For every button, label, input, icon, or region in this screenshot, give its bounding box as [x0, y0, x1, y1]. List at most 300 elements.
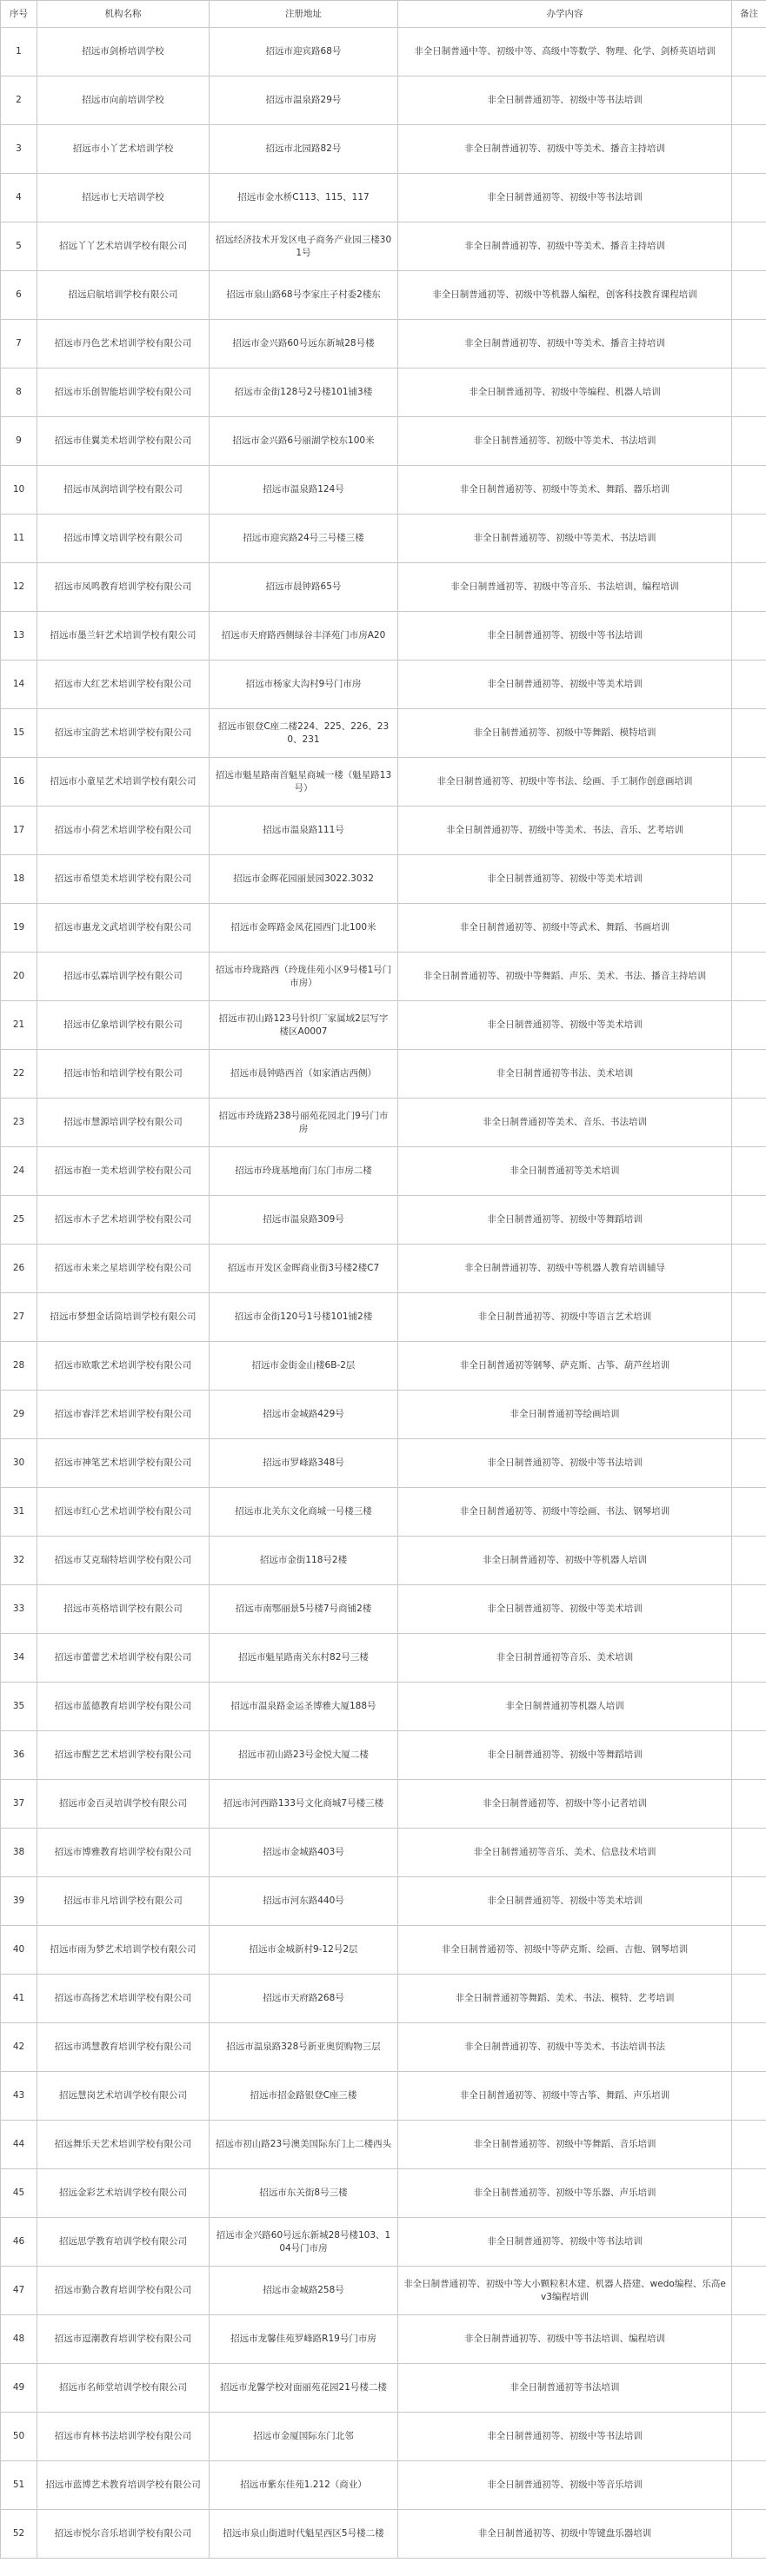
table-row: [1, 76, 766, 125]
cell-name: 招远市鸿慧教育培训学校有限公司: [37, 2023, 210, 2072]
cell-name: 招远市金百灵培训学校有限公司: [37, 1780, 210, 1829]
cell-seq: 19: [1, 904, 37, 953]
cell-seq: 34: [1, 1634, 37, 1683]
cell-seq: 18: [1, 855, 37, 904]
cell-seq: 45: [1, 2169, 37, 2218]
cell-address: 招远市紫东佳苑1.212（商业）: [210, 2461, 398, 2510]
cell-seq: 50: [1, 2413, 37, 2461]
table-row: [1, 2023, 766, 2072]
cell-name: 招远思学教育培训学校有限公司: [37, 2218, 210, 2267]
cell-name: 招远市小童星艺术培训学校有限公司: [37, 758, 210, 807]
table-row: [1, 1731, 766, 1780]
cell-content: 非全日制普通初等美术培训: [398, 1147, 732, 1196]
cell-name: 招远市小荷艺术培训学校有限公司: [37, 807, 210, 855]
cell-address: 招远市金兴路60号远东新城28号楼: [210, 320, 398, 368]
cell-seq: 31: [1, 1488, 37, 1537]
cell-note: [732, 1342, 766, 1391]
table-row: [1, 466, 766, 515]
table-row: [1, 1439, 766, 1488]
cell-note: [732, 2023, 766, 2072]
cell-seq: 37: [1, 1780, 37, 1829]
table-row: [1, 515, 766, 563]
cell-address: 招远市天府路西侧绿谷丰泽苑门市房A20: [210, 612, 398, 661]
cell-content: 非全日制普通初等音乐、美术、信息技术培训: [398, 1829, 732, 1877]
cell-note: [732, 1196, 766, 1245]
cell-address: 招远市温泉路309号: [210, 1196, 398, 1245]
cell-content: 非全日制普通初等机器人培训: [398, 1683, 732, 1731]
cell-content: 非全日制普通初等、初级中等美术、舞蹈、器乐培训: [398, 466, 732, 515]
cell-content: 非全日制普通初等、初级中等美术培训: [398, 1585, 732, 1634]
cell-content: 非全日制普通初等、初级中等舞蹈、音乐培训: [398, 2121, 732, 2169]
cell-seq: 17: [1, 807, 37, 855]
cell-name: 招远市希望美术培训学校有限公司: [37, 855, 210, 904]
table-row: [1, 2267, 766, 2315]
cell-content: 非全日制普通初等、初级中等音乐、书法培训，编程培训: [398, 563, 732, 612]
cell-content: 非全日制普通初等美术、音乐、书法培训: [398, 1099, 732, 1147]
cell-seq: 11: [1, 515, 37, 563]
cell-seq: 48: [1, 2315, 37, 2364]
cell-content: 非全日制普通初等、初级中等美术培训: [398, 1877, 732, 1926]
cell-seq: 39: [1, 1877, 37, 1926]
header-name: 机构名称: [37, 1, 210, 28]
cell-note: [732, 1585, 766, 1634]
table-row: [1, 758, 766, 807]
table-row: [1, 2413, 766, 2461]
cell-address: 招远市魁星路南首魁星商城一楼（魁星路13号）: [210, 758, 398, 807]
table-row: [1, 1001, 766, 1050]
table-row: [1, 1342, 766, 1391]
cell-note: [732, 466, 766, 515]
cell-address: 招远市温泉路金运圣博雅大厦188号: [210, 1683, 398, 1731]
cell-name: 招远市大红艺术培训学校有限公司: [37, 661, 210, 709]
cell-content: 非全日制普通初等、初级中等机器人教育培训辅导: [398, 1245, 732, 1293]
cell-name: 招远丫丫艺术培训学校有限公司: [37, 222, 210, 271]
cell-address: 招远市金晖花园丽景园3022.3032: [210, 855, 398, 904]
cell-content: 非全日制普通初等、初级中等机器人培训: [398, 1537, 732, 1585]
cell-note: [732, 1439, 766, 1488]
cell-note: [732, 76, 766, 125]
cell-address: 招远市招金路银登C座三楼: [210, 2072, 398, 2121]
cell-note: [732, 2072, 766, 2121]
cell-content: 非全日制普通初等、初级中等舞蹈、模特培训: [398, 709, 732, 758]
cell-content: 非全日制普通初等、初级中等机器人编程，创客科技教育课程培训: [398, 271, 732, 320]
cell-seq: 38: [1, 1829, 37, 1877]
table-body: [1, 28, 766, 2559]
cell-address: 招远市金街118号2楼: [210, 1537, 398, 1585]
cell-note: [732, 1245, 766, 1293]
cell-seq: 27: [1, 1293, 37, 1342]
cell-name: 招远市惠龙文武培训学校有限公司: [37, 904, 210, 953]
cell-content: 非全日制普通初等、初级中等舞蹈培训: [398, 1731, 732, 1780]
table-row: [1, 271, 766, 320]
cell-name: 招远市木子艺术培训学校有限公司: [37, 1196, 210, 1245]
cell-address: 招远市银登C座二楼224、225、226、230、231: [210, 709, 398, 758]
cell-note: [732, 1147, 766, 1196]
table-row: [1, 563, 766, 612]
cell-name: 招远慧岗艺术培训学校有限公司: [37, 2072, 210, 2121]
cell-seq: 7: [1, 320, 37, 368]
cell-note: [732, 2169, 766, 2218]
cell-name: 招远市博雅教育培训学校有限公司: [37, 1829, 210, 1877]
cell-note: [732, 125, 766, 174]
cell-content: 非全日制普通初等书法培训: [398, 2364, 732, 2413]
cell-content: 非全日制普通中等、初级中等、高级中等数学、物理、化学、剑桥英语培训: [398, 28, 732, 76]
header-address: 注册地址: [210, 1, 398, 28]
cell-address: 招远市北关东文化商城一号楼三楼: [210, 1488, 398, 1537]
table-row: [1, 1537, 766, 1585]
cell-note: [732, 1050, 766, 1099]
cell-seq: 35: [1, 1683, 37, 1731]
cell-address: 招远市金厦国际东门北邻: [210, 2413, 398, 2461]
cell-name: 招远市佳翼美术培训学校有限公司: [37, 417, 210, 466]
cell-name: 招远市逗潮教育培训学校有限公司: [37, 2315, 210, 2364]
cell-seq: 22: [1, 1050, 37, 1099]
cell-address: 招远市迎宾路24号三号楼三楼: [210, 515, 398, 563]
cell-content: 非全日制普通初等、初级中等语言艺术培训: [398, 1293, 732, 1342]
cell-address: 招远市泉山路68号李家庄子村委2楼东: [210, 271, 398, 320]
cell-content: 非全日制普通初等、初级中等萨克斯、绘画、吉他、钢琴培训: [398, 1926, 732, 1975]
cell-name: 招远市宝韵艺术培训学校有限公司: [37, 709, 210, 758]
table-row: [1, 1147, 766, 1196]
cell-seq: 52: [1, 2510, 37, 2559]
cell-address: 招远市泉山街道时代魁星西区5号楼二楼: [210, 2510, 398, 2559]
table-row: [1, 953, 766, 1001]
cell-name: 招远市艾克瑞特培训学校有限公司: [37, 1537, 210, 1585]
cell-address: 招远市初山路23号澳美国际东门上二楼西头: [210, 2121, 398, 2169]
cell-content: 非全日制普通初等钢琴、萨克斯、古筝、葫芦丝培训: [398, 1342, 732, 1391]
cell-name: 招远市凤鸣教育培训学校有限公司: [37, 563, 210, 612]
cell-note: [732, 1829, 766, 1877]
table-row: [1, 28, 766, 76]
cell-name: 招远市悦尔音乐培训学校有限公司: [37, 2510, 210, 2559]
cell-seq: 28: [1, 1342, 37, 1391]
table-row: [1, 661, 766, 709]
cell-seq: 32: [1, 1537, 37, 1585]
cell-address: 招远市金水桥C113、115、117: [210, 174, 398, 222]
cell-content: 非全日制普通初等、初级中等舞蹈培训: [398, 1196, 732, 1245]
cell-seq: 5: [1, 222, 37, 271]
cell-address: 招远市北园路82号: [210, 125, 398, 174]
cell-note: [732, 1488, 766, 1537]
cell-name: 招远市亿象培训学校有限公司: [37, 1001, 210, 1050]
cell-note: [732, 2121, 766, 2169]
cell-seq: 25: [1, 1196, 37, 1245]
cell-address: 招远市魁星路南关东村82号三楼: [210, 1634, 398, 1683]
cell-note: [732, 904, 766, 953]
cell-seq: 47: [1, 2267, 37, 2315]
cell-name: 招远市向前培训学校: [37, 76, 210, 125]
cell-name: 招远市小丫艺术培训学校: [37, 125, 210, 174]
cell-note: [732, 1731, 766, 1780]
cell-name: 招远市非凡培训学校有限公司: [37, 1877, 210, 1926]
cell-name: 招远市剑桥培训学校: [37, 28, 210, 76]
cell-seq: 1: [1, 28, 37, 76]
cell-seq: 20: [1, 953, 37, 1001]
cell-name: 招远金彩艺术培训学校有限公司: [37, 2169, 210, 2218]
table-row: [1, 222, 766, 271]
cell-address: 招远市玲珑基地南门东门市房二楼: [210, 1147, 398, 1196]
cell-name: 招远市慧源培训学校有限公司: [37, 1099, 210, 1147]
table-row: [1, 1829, 766, 1877]
cell-address: 招远市天府路268号: [210, 1975, 398, 2023]
cell-note: [732, 2413, 766, 2461]
cell-note: [732, 2315, 766, 2364]
cell-seq: 43: [1, 2072, 37, 2121]
cell-seq: 26: [1, 1245, 37, 1293]
table-row: [1, 320, 766, 368]
cell-name: 招远市高扬艺术培训学校有限公司: [37, 1975, 210, 2023]
cell-address: 招远市金城路429号: [210, 1391, 398, 1439]
cell-note: [732, 1975, 766, 2023]
table-row: [1, 1975, 766, 2023]
cell-seq: 51: [1, 2461, 37, 2510]
cell-seq: 29: [1, 1391, 37, 1439]
table-row: [1, 1050, 766, 1099]
cell-name: 招远市蕾蕾艺术培训学校有限公司: [37, 1634, 210, 1683]
cell-address: 招远市晨钟路西首（如家酒店西侧）: [210, 1050, 398, 1099]
cell-content: 非全日制普通初等、初级中等美术、书法培训: [398, 515, 732, 563]
cell-name: 招远市欧歌艺术培训学校有限公司: [37, 1342, 210, 1391]
cell-content: 非全日制普通初等、初级中等书法培训: [398, 612, 732, 661]
cell-name: 招远市育林书法培训学校有限公司: [37, 2413, 210, 2461]
table-row: [1, 1293, 766, 1342]
cell-note: [732, 2218, 766, 2267]
table-row: [1, 1634, 766, 1683]
cell-address: 招远市玲珑路西（玲珑佳苑小区9号楼1号门市房）: [210, 953, 398, 1001]
cell-address: 招远市龙馨学校对面丽苑花园21号楼二楼: [210, 2364, 398, 2413]
cell-note: [732, 320, 766, 368]
cell-address: 招远市罗峰路348号: [210, 1439, 398, 1488]
cell-note: [732, 709, 766, 758]
cell-name: 招远市名师堂培训学校有限公司: [37, 2364, 210, 2413]
cell-note: [732, 1634, 766, 1683]
table-row: [1, 855, 766, 904]
cell-seq: 49: [1, 2364, 37, 2413]
cell-seq: 2: [1, 76, 37, 125]
cell-seq: 44: [1, 2121, 37, 2169]
header-note: 备注: [732, 1, 766, 28]
cell-content: 非全日制普通初等、初级中等编程、机器人培训: [398, 368, 732, 417]
cell-note: [732, 2461, 766, 2510]
cell-content: 非全日制普通初等、初级中等书法培训: [398, 1439, 732, 1488]
cell-name: 招远市蓝博艺术教育培训学校有限公司: [37, 2461, 210, 2510]
cell-name: 招远启航培训学校有限公司: [37, 271, 210, 320]
cell-seq: 12: [1, 563, 37, 612]
table-row: [1, 612, 766, 661]
table-row: [1, 1245, 766, 1293]
cell-name: 招远市凤润培训学校有限公司: [37, 466, 210, 515]
cell-content: 非全日制普通初等、初级中等绘画、书法、钢琴培训: [398, 1488, 732, 1537]
cell-name: 招远市梦想金话筒培训学校有限公司: [37, 1293, 210, 1342]
cell-content: 非全日制普通初等、初级中等乐器、声乐培训: [398, 2169, 732, 2218]
cell-address: 招远市金城路258号: [210, 2267, 398, 2315]
cell-content: 非全日制普通初等、初级中等美术、播音主持培训: [398, 320, 732, 368]
cell-content: 非全日制普通初等、初级中等键盘乐器培训: [398, 2510, 732, 2559]
cell-note: [732, 855, 766, 904]
cell-address: 招远市温泉路29号: [210, 76, 398, 125]
cell-name: 招远市未来之星培训学校有限公司: [37, 1245, 210, 1293]
table-row: [1, 2072, 766, 2121]
cell-content: 非全日制普通初等、初级中等小记者培训: [398, 1780, 732, 1829]
cell-address: 招远市河西路133号文化商城7号楼三楼: [210, 1780, 398, 1829]
table-row: [1, 1780, 766, 1829]
cell-note: [732, 2267, 766, 2315]
cell-seq: 3: [1, 125, 37, 174]
table-row: [1, 368, 766, 417]
cell-name: 招远市丹色艺术培训学校有限公司: [37, 320, 210, 368]
cell-content: 非全日制普通初等、初级中等书法培训: [398, 2218, 732, 2267]
cell-name: 招远市弘霖培训学校有限公司: [37, 953, 210, 1001]
table-row: [1, 709, 766, 758]
table-row: [1, 1391, 766, 1439]
cell-note: [732, 807, 766, 855]
cell-seq: 21: [1, 1001, 37, 1050]
cell-seq: 14: [1, 661, 37, 709]
table-row: [1, 417, 766, 466]
cell-name: 招远市醒艺艺术培训学校有限公司: [37, 1731, 210, 1780]
cell-seq: 41: [1, 1975, 37, 2023]
cell-content: 非全日制普通初等、初级中等美术培训: [398, 855, 732, 904]
cell-name: 招远市雨为梦艺术培训学校有限公司: [37, 1926, 210, 1975]
table-row: [1, 2121, 766, 2169]
cell-name: 招远市抱一美术培训学校有限公司: [37, 1147, 210, 1196]
cell-note: [732, 1391, 766, 1439]
cell-seq: 9: [1, 417, 37, 466]
cell-note: [732, 1537, 766, 1585]
cell-address: 招远市南鄂丽景5号楼7号商铺2楼: [210, 1585, 398, 1634]
cell-address: 招远市金晖路金凤花园西门北100米: [210, 904, 398, 953]
cell-address: 招远市东关街8号三楼: [210, 2169, 398, 2218]
cell-note: [732, 1877, 766, 1926]
table-row: [1, 125, 766, 174]
cell-address: 招远市金兴路6号丽湖学校东100米: [210, 417, 398, 466]
cell-seq: 42: [1, 2023, 37, 2072]
cell-seq: 40: [1, 1926, 37, 1975]
cell-note: [732, 222, 766, 271]
table-row: [1, 2169, 766, 2218]
cell-note: [732, 563, 766, 612]
cell-name: 招远市乐创智能培训学校有限公司: [37, 368, 210, 417]
cell-address: 招远市迎宾路68号: [210, 28, 398, 76]
cell-content: 非全日制普通初等、初级中等美术、书法培训书法: [398, 2023, 732, 2072]
cell-note: [732, 612, 766, 661]
cell-note: [732, 1293, 766, 1342]
cell-content: 非全日制普通初等、初级中等美术、播音主持培训: [398, 222, 732, 271]
cell-content: 非全日制普通初等、初级中等书法、绘画、手工制作创意画培训: [398, 758, 732, 807]
cell-seq: 10: [1, 466, 37, 515]
table-row: [1, 174, 766, 222]
cell-address: 招远经济技术开发区电子商务产业园三楼301号: [210, 222, 398, 271]
cell-note: [732, 1099, 766, 1147]
cell-content: 非全日制普通初等、初级中等书法培训: [398, 174, 732, 222]
cell-content: 非全日制普通初等、初级中等古筝、舞蹈、声乐培训: [398, 2072, 732, 2121]
table-row: [1, 1099, 766, 1147]
cell-name: 招远市睿洋艺术培训学校有限公司: [37, 1391, 210, 1439]
cell-note: [732, 1926, 766, 1975]
cell-seq: 8: [1, 368, 37, 417]
cell-note: [732, 1780, 766, 1829]
cell-content: 非全日制普通初等、初级中等书法培训: [398, 76, 732, 125]
cell-address: 招远市金街金山楼6B-2层: [210, 1342, 398, 1391]
cell-seq: 36: [1, 1731, 37, 1780]
cell-name: 招远市七天培训学校: [37, 174, 210, 222]
cell-content: 非全日制普通初等书法、美术培训: [398, 1050, 732, 1099]
table-row: [1, 904, 766, 953]
cell-content: 非全日制普通初等舞蹈、美术、书法、模特、艺考培训: [398, 1975, 732, 2023]
cell-name: 招远市勤合教育培训学校有限公司: [37, 2267, 210, 2315]
cell-name: 招远市神笔艺术培训学校有限公司: [37, 1439, 210, 1488]
cell-seq: 23: [1, 1099, 37, 1147]
cell-address: 招远市金街128号2号楼101铺3楼: [210, 368, 398, 417]
cell-content: 非全日制普通初等绘画培训: [398, 1391, 732, 1439]
cell-name: 招远市英格培训学校有限公司: [37, 1585, 210, 1634]
table-row: [1, 1585, 766, 1634]
cell-content: 非全日制普通初等、初级中等美术、书法、音乐、艺考培训: [398, 807, 732, 855]
cell-address: 招远市金城新村9-12号2层: [210, 1926, 398, 1975]
cell-note: [732, 28, 766, 76]
cell-address: 招远市金城路403号: [210, 1829, 398, 1877]
table-row: [1, 2510, 766, 2559]
cell-address: 招远市杨家大沟村9号门市房: [210, 661, 398, 709]
cell-name: 招远市怡和培训学校有限公司: [37, 1050, 210, 1099]
cell-content: 非全日制普通初等、初级中等美术、播音主持培训: [398, 125, 732, 174]
cell-address: 招远市玲珑路238号丽苑花园北门9号门市房: [210, 1099, 398, 1147]
table-row: [1, 807, 766, 855]
cell-seq: 15: [1, 709, 37, 758]
table-row: [1, 1683, 766, 1731]
cell-address: 招远市晨钟路65号: [210, 563, 398, 612]
cell-seq: 4: [1, 174, 37, 222]
table-header-row: [1, 1, 766, 28]
cell-seq: 6: [1, 271, 37, 320]
table-row: [1, 2218, 766, 2267]
table-row: [1, 1196, 766, 1245]
cell-content: 非全日制普通初等、初级中等美术、书法培训: [398, 417, 732, 466]
cell-name: 招远市墨兰轩艺术培训学校有限公司: [37, 612, 210, 661]
cell-note: [732, 174, 766, 222]
header-seq: 序号: [1, 1, 37, 28]
table-row: [1, 2315, 766, 2364]
cell-note: [732, 368, 766, 417]
table-row: [1, 2461, 766, 2510]
cell-seq: 46: [1, 2218, 37, 2267]
cell-address: 招远市温泉路328号新亚奥贸购物三层: [210, 2023, 398, 2072]
table-row: [1, 1926, 766, 1975]
cell-note: [732, 1683, 766, 1731]
cell-seq: 30: [1, 1439, 37, 1488]
cell-address: 招远市初山路123号针织厂家属域2层写字楼区A0007: [210, 1001, 398, 1050]
cell-name: 招远市蓝德教育培训学校有限公司: [37, 1683, 210, 1731]
cell-note: [732, 515, 766, 563]
cell-address: 招远市河东路440号: [210, 1877, 398, 1926]
cell-address: 招远市龙馨佳苑罗峰路R19号门市房: [210, 2315, 398, 2364]
cell-content: 非全日制普通初等、初级中等大小颗粒积木建、机器人搭建、wedo编程、乐高ev3编程培训: [398, 2267, 732, 2315]
cell-content: 非全日制普通初等、初级中等武术、舞蹈、书画培训: [398, 904, 732, 953]
cell-note: [732, 758, 766, 807]
cell-content: 非全日制普通初等、初级中等美术培训: [398, 1001, 732, 1050]
table-row: [1, 2364, 766, 2413]
cell-content: 非全日制普通初等、初级中等书法培训、编程培训: [398, 2315, 732, 2364]
cell-note: [732, 661, 766, 709]
cell-seq: 24: [1, 1147, 37, 1196]
cell-note: [732, 953, 766, 1001]
cell-content: 非全日制普通初等、初级中等书法培训: [398, 2413, 732, 2461]
cell-address: 招远市温泉路111号: [210, 807, 398, 855]
cell-content: 非全日制普通初等、初级中等音乐培训: [398, 2461, 732, 2510]
cell-address: 招远市初山路23号金悦大厦二楼: [210, 1731, 398, 1780]
cell-note: [732, 271, 766, 320]
cell-address: 招远市金街120号1号楼101铺2楼: [210, 1293, 398, 1342]
